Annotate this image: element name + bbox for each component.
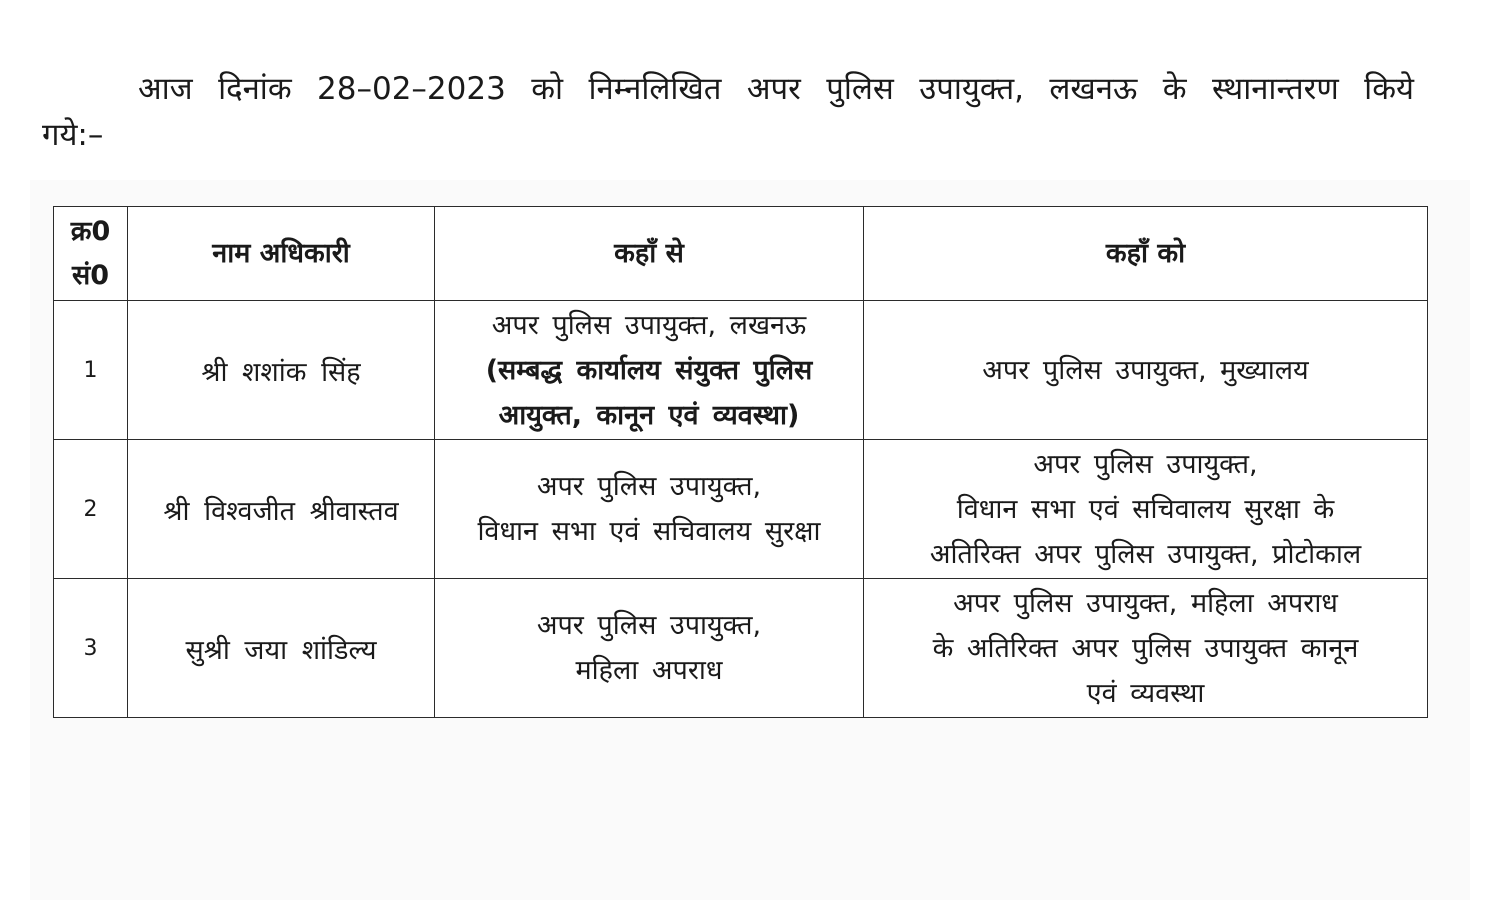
row-to-line: अपर पुलिस उपायुक्त, महिला अपराध [953,587,1338,619]
row-from [435,579,864,718]
header-serial [54,207,128,301]
row-from-line: विधान सभा एवं सचिवालय सुरक्षा [477,516,821,547]
row-serial: 1 [54,301,128,440]
row-to-line: के अतिरिक्त अपर पुलिस उपायुक्त कानून [932,632,1359,664]
header-to: कहाँ को [864,207,1428,301]
row-from [435,301,864,440]
header-officer-name: नाम अधिकारी [128,207,435,301]
row-from-line: अपर पुलिस उपायुक्त, [536,610,762,641]
table-row [54,579,1428,718]
row-from-line: अपर पुलिस उपायुक्त, लखनऊ [491,309,807,341]
row-to-line: एवं व्यवस्था [1086,677,1205,709]
row-from-line: महिला अपराध [575,655,723,686]
row-officer-name: श्री शशांक सिंह [128,301,435,440]
transfer-table [53,206,1428,718]
row-to-line: विधान सभा एवं सचिवालय सुरक्षा के [956,493,1335,525]
table-row [54,301,1428,440]
row-to-line: अपर पुलिस उपायुक्त, [1033,448,1258,480]
row-officer-name: सुश्री जया शांडिल्य [128,579,435,718]
row-to-line: अतिरिक्त अपर पुलिस उपायुक्त, प्रोटोकाल [929,538,1362,570]
row-serial: 2 [54,440,128,579]
row-from-line: (सम्बद्ध कार्यालय संयुक्त पुलिस [485,354,813,386]
row-from [435,440,864,579]
row-officer-name: श्री विश्वजीत श्रीवास्तव [128,440,435,579]
row-to [864,301,1428,440]
row-serial: 3 [54,579,128,718]
row-from-line: आयुक्त, कानून एवं व्यवस्था) [498,399,800,431]
header-serial-line2: सं0 [71,259,110,291]
header-serial-line1: क्र0 [70,215,111,247]
row-to [864,579,1428,718]
row-to [864,440,1428,579]
row-to-line: अपर पुलिस उपायुक्त, मुख्यालय [982,354,1309,386]
table-header-row [54,207,1428,301]
intro-paragraph: आज दिनांक 28–02–2023 को निम्नलिखित अपर पुलिस उपायुक्त, लखनऊ के स्थानान्तरण किये गये:– [42,71,1414,153]
table-row [54,440,1428,579]
row-from-line: अपर पुलिस उपायुक्त, [536,471,762,502]
header-from: कहाँ से [435,207,864,301]
